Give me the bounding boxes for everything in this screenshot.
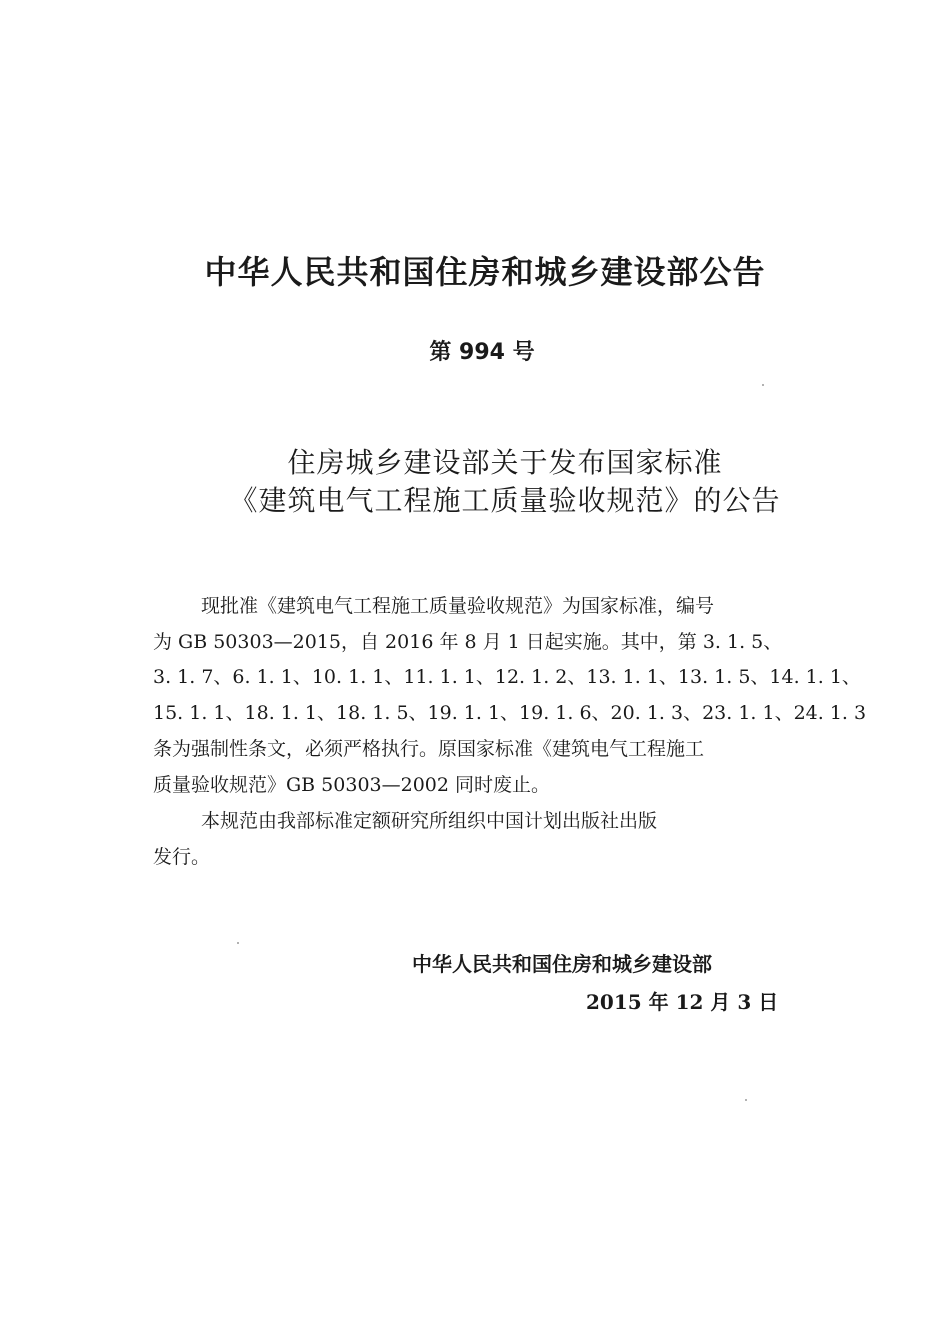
- body-line-3: 3. 1. 7、6. 1. 1、10. 1. 1、11. 1. 1、12. 1. 2、13. 1. 1、13. 1. 5、14. 1. 1、: [153, 666, 861, 688]
- bulletin-number: 第 994 号: [429, 340, 535, 365]
- body-line-4: 15. 1. 1、18. 1. 1、18. 1. 5、19. 1. 1、19. 1. 6、20. 1. 3、23. 1. 1、24. 1. 3: [153, 702, 867, 724]
- body-line-2: 为 GB 50303—2015，自 2016 年 8 月 1 日起实施。其中，第 3. 1. 5、: [153, 631, 783, 653]
- body-line-6: 质量验收规范》GB 50303—2002 同时废止。: [153, 774, 551, 796]
- scan-speck: [762, 384, 764, 386]
- announcement-title-line-2: 《建筑电气工程施工质量验收规范》的公告: [229, 484, 781, 517]
- body-line-7: 本规范由我部标准定额研究所组织中国计划出版社出版: [201, 810, 658, 832]
- scan-speck: [745, 1099, 747, 1101]
- signature-organization: 中华人民共和国住房和城乡建设部: [412, 952, 712, 976]
- body-line-8: 发行。: [153, 846, 211, 868]
- announcement-title-line-1: 住房城乡建设部关于发布国家标准: [287, 446, 723, 479]
- body-line-1: 现批准《建筑电气工程施工质量验收规范》为国家标准，编号: [201, 595, 715, 617]
- body-line-5: 条为强制性条文，必须严格执行。原国家标准《建筑电气工程施工: [153, 738, 705, 760]
- scan-speck: [237, 942, 239, 944]
- bulletin-title: 中华人民共和国住房和城乡建设部公告: [204, 253, 766, 291]
- signature-date: 2015 年 12 月 3 日: [586, 990, 779, 1014]
